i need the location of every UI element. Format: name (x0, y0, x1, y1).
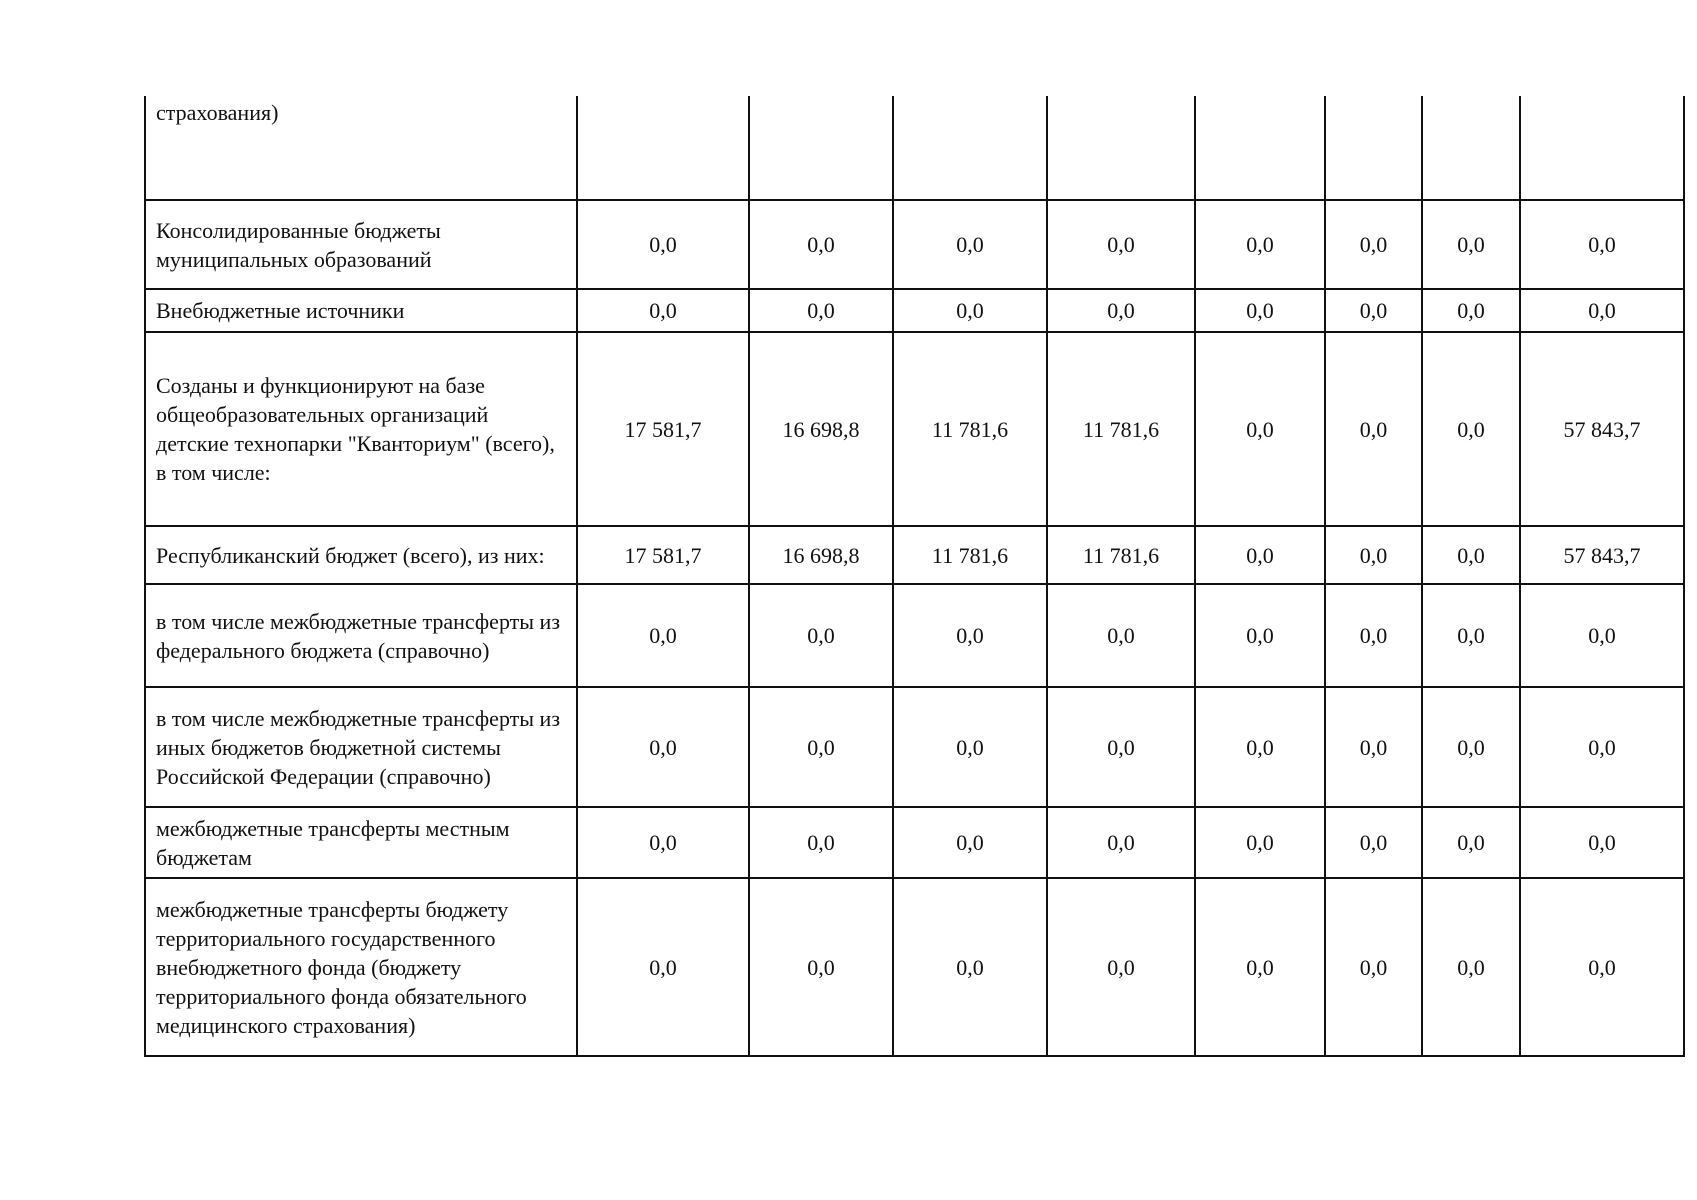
value-cell: 0,0 (1325, 526, 1422, 584)
value-cell: 0,0 (749, 289, 893, 332)
value-cell: 0,0 (1520, 584, 1684, 687)
value-cell: 0,0 (1195, 289, 1325, 332)
value-cell: 0,0 (1422, 584, 1520, 687)
value-cell (1047, 96, 1195, 200)
row-label: межбюджетные трансферты бюджету территориального государственного внебюджетного фонда (бюджету территориального фонда обязательного медицинского страхования) (145, 878, 577, 1056)
value-cell: 11 781,6 (1047, 526, 1195, 584)
value-cell: 0,0 (1047, 878, 1195, 1056)
table-row (145, 526, 1684, 584)
value-cell: 0,0 (893, 584, 1047, 687)
value-cell: 0,0 (1047, 200, 1195, 289)
table-row (145, 96, 1684, 200)
value-cell: 0,0 (1520, 878, 1684, 1056)
value-cell: 0,0 (1047, 584, 1195, 687)
table-row (145, 289, 1684, 332)
value-cell: 17 581,7 (577, 526, 749, 584)
value-cell: 0,0 (1422, 878, 1520, 1056)
value-cell (749, 96, 893, 200)
value-cell: 0,0 (1520, 200, 1684, 289)
value-cell: 16 698,8 (749, 332, 893, 526)
value-cell: 0,0 (1195, 332, 1325, 526)
table-row (145, 687, 1684, 807)
value-cell: 0,0 (1325, 289, 1422, 332)
table-row (145, 200, 1684, 289)
row-label: Консолидированные бюджеты муниципальных образований (145, 200, 577, 289)
value-cell: 0,0 (893, 200, 1047, 289)
value-cell: 0,0 (893, 289, 1047, 332)
value-cell: 0,0 (1422, 526, 1520, 584)
value-cell: 0,0 (893, 878, 1047, 1056)
value-cell: 0,0 (749, 878, 893, 1056)
value-cell: 0,0 (1422, 332, 1520, 526)
value-cell: 0,0 (577, 200, 749, 289)
value-cell: 0,0 (1422, 687, 1520, 807)
value-cell: 0,0 (1195, 807, 1325, 878)
value-cell: 0,0 (1195, 878, 1325, 1056)
table-row (145, 584, 1684, 687)
value-cell: 17 581,7 (577, 332, 749, 526)
value-cell: 0,0 (1422, 807, 1520, 878)
row-label: межбюджетные трансферты местным бюджетам (145, 807, 577, 878)
value-cell: 0,0 (1325, 584, 1422, 687)
row-label: Созданы и функционируют на базе общеобразовательных организаций детские технопарки "Кванториум" (всего), в том числе: (145, 332, 577, 526)
row-label: страхования) (145, 96, 577, 200)
value-cell (893, 96, 1047, 200)
value-cell: 57 843,7 (1520, 332, 1684, 526)
table-row (145, 332, 1684, 526)
row-label: в том числе межбюджетные трансферты из федерального бюджета (справочно) (145, 584, 577, 687)
value-cell: 0,0 (1325, 878, 1422, 1056)
value-cell: 0,0 (1325, 332, 1422, 526)
value-cell (1195, 96, 1325, 200)
value-cell: 0,0 (749, 584, 893, 687)
value-cell: 0,0 (749, 807, 893, 878)
value-cell: 16 698,8 (749, 526, 893, 584)
value-cell: 0,0 (1422, 289, 1520, 332)
value-cell: 0,0 (1520, 807, 1684, 878)
value-cell: 0,0 (1195, 526, 1325, 584)
value-cell: 11 781,6 (893, 332, 1047, 526)
value-cell: 0,0 (1047, 807, 1195, 878)
value-cell: 0,0 (577, 687, 749, 807)
value-cell: 0,0 (1325, 807, 1422, 878)
value-cell: 0,0 (749, 687, 893, 807)
value-cell: 0,0 (1195, 687, 1325, 807)
row-label: в том числе межбюджетные трансферты из иных бюджетов бюджетной системы Российской Федерации (справочно) (145, 687, 577, 807)
value-cell: 0,0 (577, 289, 749, 332)
value-cell: 0,0 (1325, 200, 1422, 289)
value-cell: 57 843,7 (1520, 526, 1684, 584)
value-cell: 0,0 (577, 584, 749, 687)
value-cell: 0,0 (893, 807, 1047, 878)
value-cell: 0,0 (1422, 200, 1520, 289)
value-cell: 0,0 (893, 687, 1047, 807)
value-cell (1325, 96, 1422, 200)
value-cell: 0,0 (577, 807, 749, 878)
value-cell: 0,0 (1195, 200, 1325, 289)
value-cell: 0,0 (1520, 687, 1684, 807)
value-cell (577, 96, 749, 200)
value-cell: 0,0 (1047, 289, 1195, 332)
value-cell: 11 781,6 (1047, 332, 1195, 526)
value-cell: 0,0 (749, 200, 893, 289)
table-body (145, 96, 1684, 1056)
table-row (145, 878, 1684, 1056)
table-row (145, 807, 1684, 878)
row-label: Республиканский бюджет (всего), из них: (145, 526, 577, 584)
value-cell (1422, 96, 1520, 200)
budget-table (144, 96, 1685, 1057)
value-cell: 0,0 (577, 878, 749, 1056)
value-cell: 11 781,6 (893, 526, 1047, 584)
value-cell: 0,0 (1520, 289, 1684, 332)
value-cell: 0,0 (1195, 584, 1325, 687)
row-label: Внебюджетные источники (145, 289, 577, 332)
value-cell: 0,0 (1047, 687, 1195, 807)
value-cell: 0,0 (1325, 687, 1422, 807)
value-cell (1520, 96, 1684, 200)
